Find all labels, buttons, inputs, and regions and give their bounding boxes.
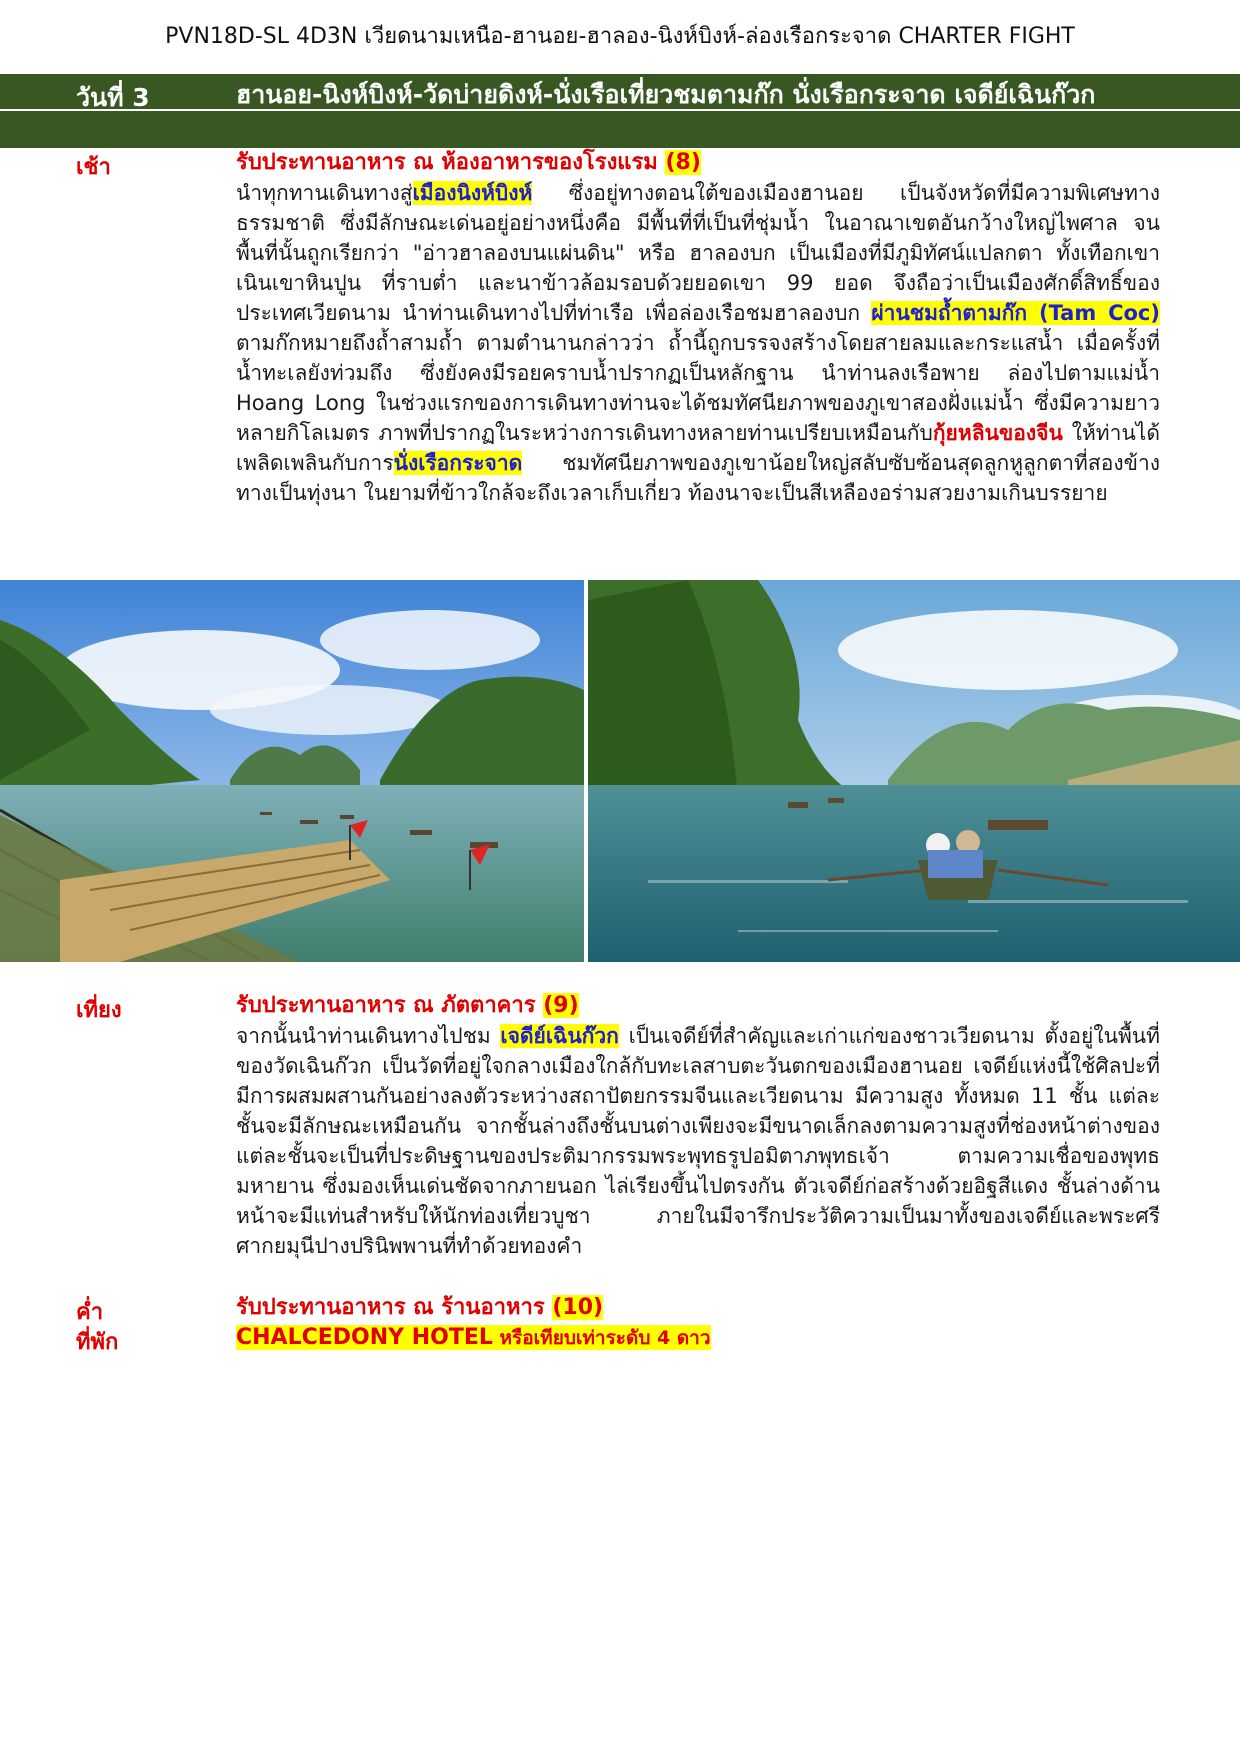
lunch-meal-text: รับประทานอาหาร ณ ภัตตาคาร (236, 993, 536, 1018)
morning-text-4: ให้ท่านได้เพลิดเพลินกับการ (236, 421, 1160, 475)
lunch-text-1: จากนั้นนำท่านเดินทางไปชม (236, 1024, 501, 1048)
morning-description (236, 178, 1160, 508)
morning-text-2: ซึ่งอยู่ทางตอนใต้ของเมืองฮานอย เป็นจังหวัดที่มีความพิเศษทางธรรมชาติ ซึ่งมีลักษณะเด่นอยู่อย่างหนึ่งคือ มีพื้นที่ที่เป็นที่ชุ่มน้ำ ในอาณาเขตอันกว้างใหญ่ไพศาล จนพื้นที่นั้นถูกเรียกว่า "อ่าวฮาลองบนแผ่นดิน" หรือ ฮาลองบก เป็นเมืองที่มีภูมิทัศน์แปลกตา ทั้งเทือกเขา เนินเขาหินปูน ที่ราบต่ำ และนาข้าวล้อมรอบด้วยยอดเขา 99 ยอด จึงถือว่าเป็นเมืองศักดิ์สิทธิ์ของประเทศเวียดนาม นำท่านเดินทางไปที่ท่าเรือ เพื่อล่องเรือชมฮาลองบก (236, 181, 1160, 325)
morning-text-5: ชมทัศนียภาพของภูเขาน้อยใหญ่สลับซับซ้อนสุดลูกหูลูกตาที่สองข้างทางเป็นทุ่งนา ในยามที่ข้าวใกล้จะถึงเวลาเก็บเกี่ยว ท้องนาจะเป็นสีเหลืองอร่ามสวยงามเกินบรรยาย (236, 451, 1160, 505)
morning-meal-text: รับประทานอาหาร ณ ห้องอาหารของโรงแรม (236, 150, 658, 175)
lunch-meal-number: (9) (543, 993, 579, 1018)
tam-coc-boats-photo-svg (0, 580, 584, 962)
lunch-label: เที่ยง (76, 998, 122, 1023)
basket-boat-highlight: นั่งเรือกระจาด (393, 451, 523, 475)
dinner-label: ค่ำ (76, 1300, 104, 1325)
hotel-name-badge (236, 1325, 711, 1350)
morning-text-1: นำทุกทานเดินทางสู่ (236, 181, 413, 205)
hotel-rating: หรือเทียบเท่าระดับ 4 ดาว (492, 1327, 711, 1349)
lunch-description (236, 1021, 1160, 1261)
guilin-highlight: กุ้ยหลินของจีน (932, 421, 1063, 445)
lunch-text-2: เป็นเจดีย์ที่สำคัญและเก่าแก่ของชาวเวียดนาม ตั้งอยู่ในพื้นที่ของวัดเฉินก๊วก เป็นวัดที่อยู่ใจกลางเมืองใกล้กับทะเลสาบตะวันตกของเมืองฮานอย เจดีย์แห่งนี้ใช้ศิลปะที่มีการผสมผสานกันอย่างลงตัวระหว่างสถาปัตยกรรมจีนและเวียดนาม มีความสูง ทั้งหมด 11 ชั้น แต่ละชั้นจะมีลักษณะเหมือนกัน จากชั้นล่างถึงชั้นบนต่างเพียงจะมีขนาดเล็กลงตามความสูงที่ช่องหน้าต่างของแต่ละชั้นจะเป็นที่ประดิษฐานของประติมากรรมพระพุทธรูปอมิตาภพุทธเจ้า ตามความเชื่อของพุทธมหายาน ซึ่งมองเห็นเด่นชัดจากภายนอก ไล่เรียงขึ้นไปตรงกัน ตัวเจดีย์ก่อสร้างด้วยอิฐสีแดง ชั้นล่างด้านหน้าจะมีแท่นสำหรับให้นักท่องเที่ยวบูชา ภายในมีจารึกประวัติความเป็นมาทั้งของเจดีย์และพระศรีศากยมุนีปางปรินิพพานที่ทำด้วยทองคำ (236, 1024, 1160, 1258)
day-label: วันที่ 3 (76, 83, 150, 112)
dinner-meal-text: รับประทานอาหาร ณ ร้านอาหาร (236, 1295, 545, 1320)
hotel-label: ที่พัก (76, 1330, 119, 1355)
morning-meal (236, 148, 1160, 178)
tam-coc-boats-photo (0, 580, 584, 962)
dinner-meal-number: (10) (552, 1295, 604, 1320)
document-header: PVN18D-SL 4D3N เวียดนามเหนือ-ฮานอย-ฮาลอง-นิงห์บิงห์-ล่องเรือกระจาด CHARTER FIGHT (165, 24, 1075, 49)
morning-section (236, 148, 1160, 508)
morning-text-3: ตามก๊กหมายถึงถ้ำสามถ้ำ ตามตำนานกล่าวว่า ถ้ำนี้ถูกบรรจงสร้างโดยสายลมและกระแสน้ำ เมื่อครั้งที่น้ำทะเลยังท่วมถึง ซึ่งยังคงมีรอยคราบน้ำปรากฏเป็นหลักฐาน นำท่านลงเรือพาย ล่องไปตามแม่น้ำ Hoang Long ในช่วงแรกของการเดินทางท่านจะได้ชมทัศนียภาพของภูเขาสองฝั่งแม่น้ำ ซึ่งมีความยาวหลายกิโลเมตร ภาพที่ปรากฏในระหว่างการเดินทางหลายท่านเปรียบเหมือนกับ (236, 331, 1160, 445)
tam-coc-highlight: ผ่านชมถ้ำตามก๊ก (Tam Coc) (871, 301, 1160, 325)
ninh-binh-highlight: เมืองนิงห์บิงห์ (412, 181, 533, 205)
lunch-meal (236, 991, 1160, 1021)
dinner-meal (236, 1293, 1160, 1323)
hotel-section (236, 1323, 1160, 1353)
tam-coc-river-photo-svg (588, 580, 1240, 962)
day-banner (0, 74, 1240, 148)
morning-meal-number: (8) (665, 150, 701, 175)
day-title: ฮานอย-นิงห์บิงห์-วัดบ่ายดิงห์-นั่งเรือเที่ยวชมตามก๊ก นั่งเรือกระจาด เจดีย์เฉินก๊วก (236, 80, 1096, 109)
tran-quoc-highlight: เจดีย์เฉินก๊วก (500, 1024, 619, 1048)
tam-coc-river-photo (588, 580, 1240, 962)
hotel-name: CHALCEDONY HOTEL (236, 1325, 493, 1350)
morning-label: เช้า (76, 155, 111, 180)
lunch-section (236, 991, 1160, 1261)
dinner-section (236, 1293, 1160, 1323)
